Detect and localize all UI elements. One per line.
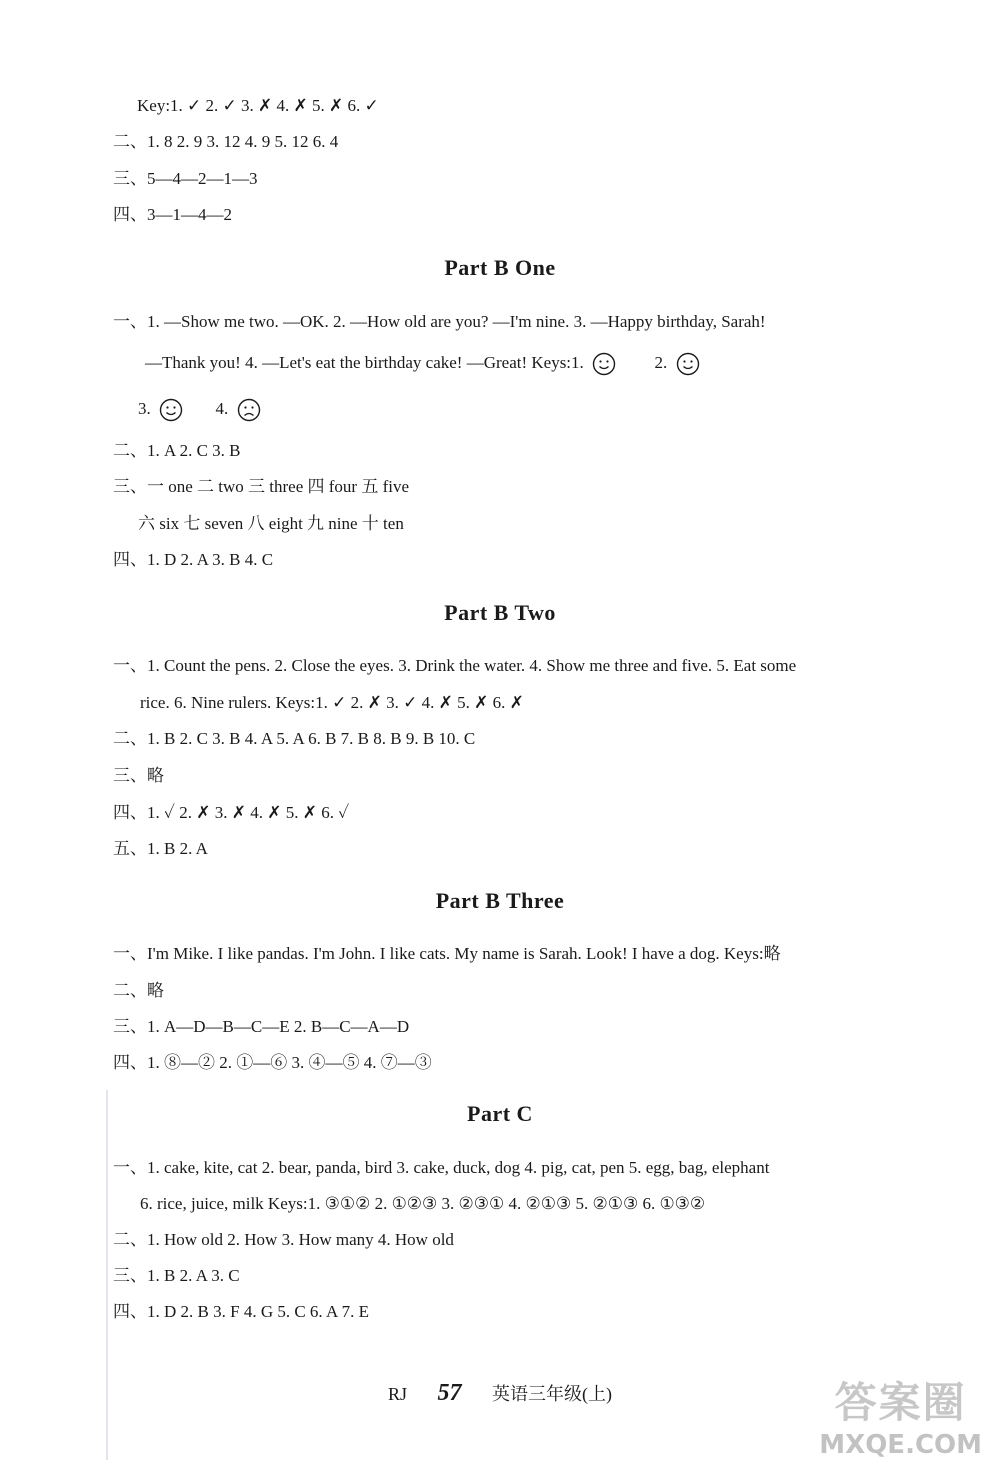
answer-line: 二、略 — [113, 981, 164, 1000]
answer-line: 一、1. —Show me two. —OK. 2. —How old are you? —I'm nine. 3. —Happy birthday, Sarah! — [113, 312, 766, 331]
answer-line: 四、1. ✓ 2. ✗ 3. ✗ 4. ✗ 5. ✗ 6. ✓ — [113, 803, 350, 822]
smile-face-icon — [592, 352, 616, 376]
answer-text: 4. — [215, 399, 229, 418]
page-number: 57 — [437, 1380, 462, 1406]
watermark-logo — [819, 1370, 982, 1460]
answer-line: 二、1. A 2. C 3. B — [113, 441, 241, 460]
footer-book-title: 英语三年级(上) — [492, 1384, 612, 1404]
section-heading: Part C — [467, 1101, 533, 1126]
answer-line: 二、1. 8 2. 9 3. 12 4. 9 5. 12 6. 4 — [113, 132, 339, 151]
answer-line: 四、1. D 2. A 3. B 4. C — [113, 550, 274, 569]
answer-text: —Thank you! 4. —Let's eat the birthday cake! —Great! Keys:1. — [145, 353, 584, 372]
answer-line: 四、1. D 2. B 3. F 4. G 5. C 6. A 7. E — [113, 1302, 369, 1321]
answer-line: Key:1. ✓ 2. ✓ 3. ✗ 4. ✗ 5. ✗ 6. ✓ — [137, 96, 379, 115]
answer-line: 三、略 — [113, 766, 164, 785]
answer-line: 二、1. How old 2. How 3. How many 4. How old — [113, 1230, 454, 1249]
watermark-url: MXQE.COM — [819, 1430, 982, 1460]
answer-line: 五、1. B 2. A — [113, 839, 208, 858]
smile-face-icon — [159, 398, 183, 422]
answer-line: 一、1. Count the pens. 2. Close the eyes. 3. Drink the water. 4. Show me three and five. 5. Eat some — [113, 656, 797, 675]
answer-line: 六 six 七 seven 八 eight 九 nine 十 ten — [138, 514, 404, 533]
sad-face-icon — [237, 398, 261, 422]
answer-line: 三、5—4—2—1—3 — [113, 169, 258, 188]
answer-text: 2. — [654, 353, 668, 372]
answer-line: 6. rice, juice, milk Keys:1. ③①② 2. ①②③ 3. ②③① 4. ②①③ 5. ②①③ 6. ①③② — [140, 1194, 706, 1213]
answer-line: 四、1. ⑧—② 2. ①—⑥ 3. ④—⑤ 4. ⑦—③ — [113, 1053, 432, 1072]
answer-line — [145, 351, 700, 376]
answer-text: 3. — [138, 399, 151, 418]
answer-line: 一、1. cake, kite, cat 2. bear, panda, bird 3. cake, duck, dog 4. pig, cat, pen 5. egg, bag, elephant — [113, 1158, 770, 1177]
answer-line: 二、1. B 2. C 3. B 4. A 5. A 6. B 7. B 8. B 9. B 10. C — [113, 729, 476, 748]
answer-line: 三、1. A—D—B—C—E 2. B—C—A—D — [113, 1017, 410, 1036]
section-heading: Part B One — [444, 255, 556, 280]
section-heading: Part B Three — [435, 888, 565, 913]
answer-line: 四、3—1—4—2 — [113, 205, 232, 224]
answer-line: rice. 6. Nine rulers. Keys:1. ✓ 2. ✗ 3. ✓ 4. ✗ 5. ✗ 6. ✗ — [140, 693, 524, 712]
smile-face-icon — [676, 352, 700, 376]
answer-line: 三、1. B 2. A 3. C — [113, 1266, 240, 1285]
footer-edition: RJ — [387, 1384, 407, 1404]
watermark-brand: 答案圈 — [834, 1378, 967, 1427]
answer-line: 三、一 one 二 two 三 three 四 four 五 five — [113, 477, 410, 496]
answer-line: 一、I'm Mike. I like pandas. I'm John. I like cats. My name is Sarah. Look! I have a dog. Keys:略 — [113, 944, 781, 963]
answer-line — [138, 397, 261, 422]
section-heading: Part B Two — [444, 600, 556, 625]
